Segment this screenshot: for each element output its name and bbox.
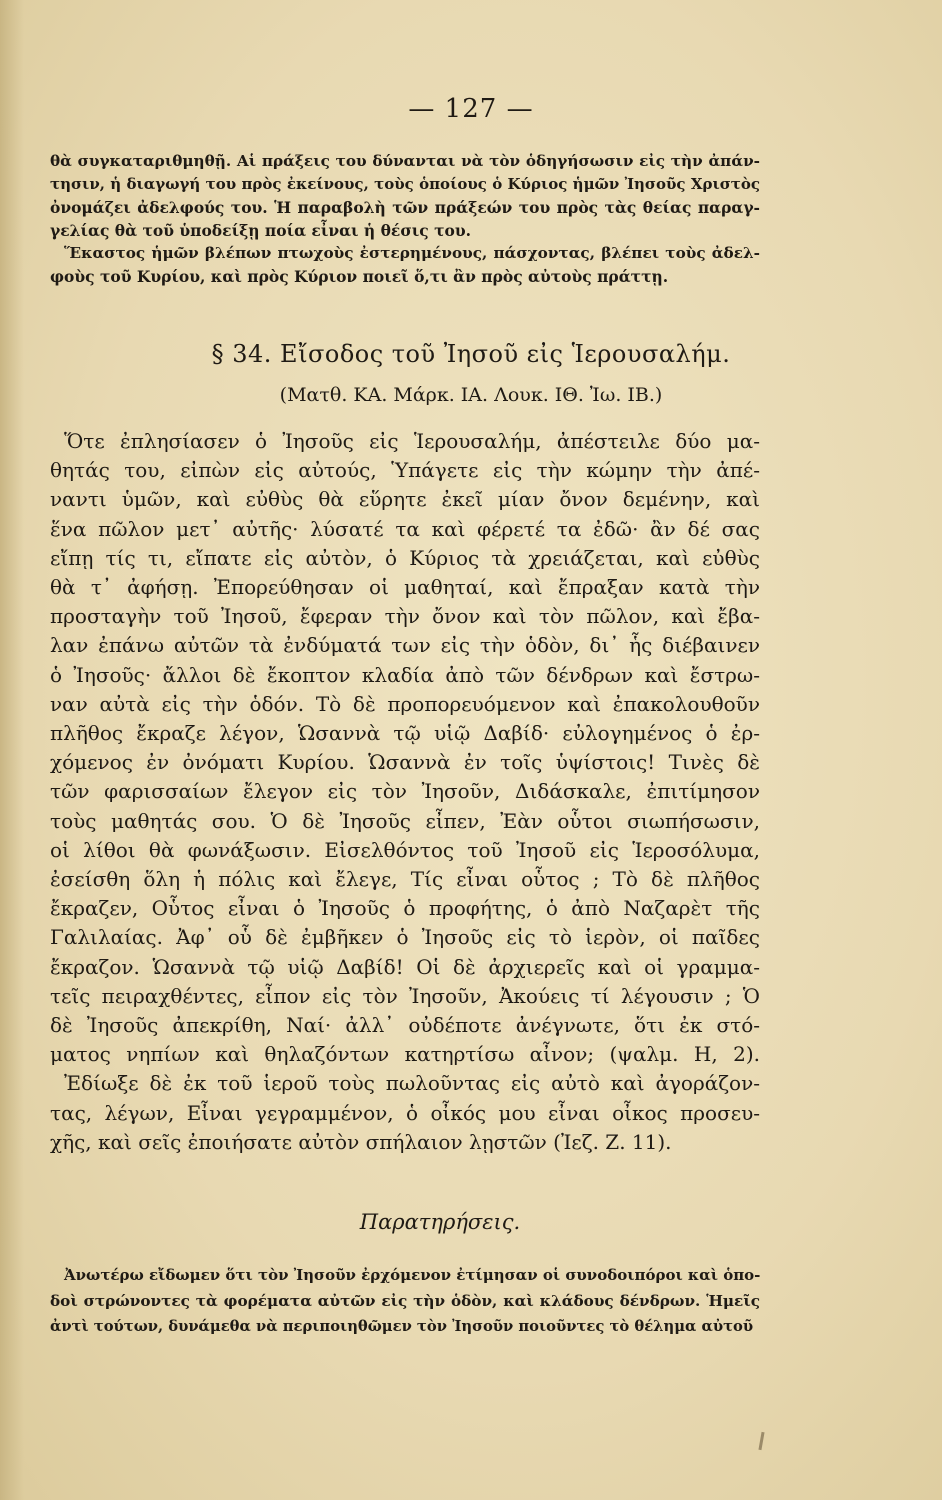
text-line: θὰ συγκαταριθμηθῇ. Αἱ πράξεις του δύνανται νὰ τὸν ὁδηγήσωσιν εἰς τὴν ἀπάν- [50,152,760,170]
text-line: προσταγὴν τοῦ Ἰησοῦ, ἔφεραν τὴν ὄνον καὶ τὸν πῶλον, καὶ ἔβα- [50,604,760,629]
notes-paragraph [50,1262,760,1340]
text-line: γελίας θὰ τοῦ ὑποδείξῃ ποία εἶναι ἡ θέσις του. [50,221,472,240]
text-line: ἀντὶ τούτων, δυνάμεθα νὰ περιποιηθῶμεν τὸν Ἰησοῦν ποιοῦντες τὸ θέλημα αὐτοῦ [50,1318,754,1335]
text-line: οἱ λίθοι θὰ φωνάξωσιν. Εἰσελθόντος τοῦ Ἰησοῦ εἰς Ἱεροσόλυμα, [50,837,760,862]
text-line: ὁ Ἰησοῦς· ἄλλοι δὲ ἔκοπτον κλαδία ἀπὸ τῶν δένδρων καὶ ἔστρω- [50,662,760,687]
text-line: τοὺς μαθητάς σου. Ὁ δὲ Ἰησοῦς εἶπεν, Ἐὰν οὗτοι σιωπήσωσιν, [50,808,760,833]
text-line: λαν ἐπάνω αὐτῶν τὰ ἐνδύματά των εἰς τὴν ὁδὸν, δι᾽ ἧς διέβαινεν [50,633,760,658]
text-line: ἔκραζεν, Οὗτος εἶναι ὁ Ἰησοῦς ὁ προφήτης, ὁ ἀπὸ Ναζαρὲτ τῆς [50,896,760,921]
text-line: ἐσείσθη ὅλη ἡ πόλις καὶ ἔλεγε, Τίς εἶναι οὗτος ; Τὸ δὲ πλῆθος [50,867,760,892]
text-line: Γαλιλαίας. Ἀφ᾽ οὗ δὲ ἐμβῆκεν ὁ Ἰησοῦς εἰς τὸ ἱερὸν, οἱ παῖδες [50,925,760,950]
notes-heading: Παρατηρήσεις. [359,1210,521,1234]
text-line: ὀνομάζει ἀδελφούς του. Ἡ παραβολὴ τῶν πράξεών του πρὸς τὰς θείας παραγ- [50,198,760,217]
intro-paragraph-1 [50,150,760,242]
text-line: δοὶ στρώνοντες τὰ φορέματα αὐτῶν εἰς τὴν ὁδὸν, καὶ κλάδους δένδρων. Ἡμεῖς [50,1292,760,1310]
text-line: Ὅτε ἐπλησίασεν ὁ Ἰησοῦς εἰς Ἱερουσαλήμ, ἀπέστειλε δύο μα- [64,429,760,453]
text-line: ναντι ὑμῶν, καὶ εὐθὺς θὰ εὕρητε ἐκεῖ μίαν ὄνον δεμένην, καὶ [50,487,760,512]
text-line: εἴπῃ τίς τι, εἴπατε εἰς αὐτὸν, ὁ Κύριος τὰ χρειάζεται, καὶ εὐθὺς [50,545,760,570]
page-number: — 127 — [408,94,534,124]
text-line: θητάς του, εἰπὼν εἰς αὐτούς, Ὑπάγετε εἰς τὴν κώμην τὴν ἀπέ- [50,458,760,483]
text-line: τεῖς πειραχθέντες, εἶπον εἰς τὸν Ἰησοῦν, Ἀκούεις τί λέγουσιν ; Ὁ [50,983,760,1008]
intro-paragraph-2 [50,242,760,288]
scripture-references: (Ματθ. ΚΑ. Μάρκ. ΙΑ. Λουκ. ΙΘ. Ἰω. ΙΒ.) [279,384,663,406]
text-line: ναν αὐτὰ εἰς τὴν ὁδόν. Τὸ δὲ προπορευόμενον καὶ ἐπακολουθοῦν [50,691,760,716]
text-line: ἕνα πῶλον μετ᾽ αὐτῆς· λύσατέ τα καὶ φέρετέ τα ἐδῶ· ἂν δέ σας [50,516,760,541]
text-line: Ἐδίωξε δὲ ἐκ τοῦ ἱεροῦ τοὺς πωλοῦντας εἰς αὐτὸ καὶ ἀγοράζον- [64,1071,760,1096]
text-line: φοὺς τοῦ Κυρίου, καὶ πρὸς Κύριον ποιεῖ ὅ,τι ἂν πρὸς αὐτοὺς πράττῃ. [50,267,669,286]
text-line: δὲ Ἰησοῦς ἀπεκρίθη, Ναί· ἀλλ᾽ οὐδέποτε ἀνέγνωτε, ὅτι ἐκ στό- [50,1013,760,1038]
paper-mark [758,1432,764,1450]
text-line: θὰ τ᾽ ἀφήσῃ. Ἐπορεύθησαν οἱ μαθηταί, καὶ ἔπραξαν κατὰ τὴν [50,575,760,600]
text-line: τησιν, ἡ διαγωγή του πρὸς ἐκείνους, τοὺς ὁποίους ὁ Κύριος ἡμῶν Ἰησοῦς Χριστὸς [50,175,760,193]
text-line: τῶν φαρισσαίων ἔλεγον εἰς τὸν Ἰησοῦν, Διδάσκαλε, ἐπιτίμησον [50,779,760,804]
text-line: πλῆθος ἔκραζε λέγον, Ὡσαννὰ τῷ υἱῷ Δαβίδ· εὐλογημένος ὁ ἐρ- [50,721,760,746]
text-line: ἔκραζον. Ὡσαννὰ τῷ υἱῷ Δαβίδ! Οἱ δὲ ἀρχιερεῖς καὶ οἱ γραμμα- [50,954,760,979]
text-line: χῆς, καὶ σεῖς ἐποιήσατε αὐτὸν σπήλαιον λῃστῶν (Ἰεζ. Ζ. 11). [50,1129,672,1154]
text-line: ματος νηπίων καὶ θηλαζόντων κατηρτίσω αἶνον; (ψαλμ. Η, 2). [50,1042,760,1067]
text-line: Ἕκαστος ἡμῶν βλέπων πτωχοὺς ἐστερημένους, πάσχοντας, βλέπει τοὺς ἀδελ- [64,244,760,262]
text-line: χόμενος ἐν ὀνόματι Κυρίου. Ὡσαννὰ ἐν τοῖς ὑψίστοις! Τινὲς δὲ [50,750,760,775]
main-narrative [50,427,760,1157]
section-title: § 34. Εἴσοδος τοῦ Ἰησοῦ εἰς Ἱερουσαλήμ. [211,340,731,368]
text-line: τας, λέγων, Εἶναι γεγραμμένον, ὁ οἶκός μου εἶναι οἶκος προσευ- [50,1100,760,1125]
text-line: Ἀνωτέρω εἴδωμεν ὅτι τὸν Ἰησοῦν ἐρχόμενον ἐτίμησαν οἱ συνοδοιπόροι καὶ ὁπο- [64,1266,761,1284]
